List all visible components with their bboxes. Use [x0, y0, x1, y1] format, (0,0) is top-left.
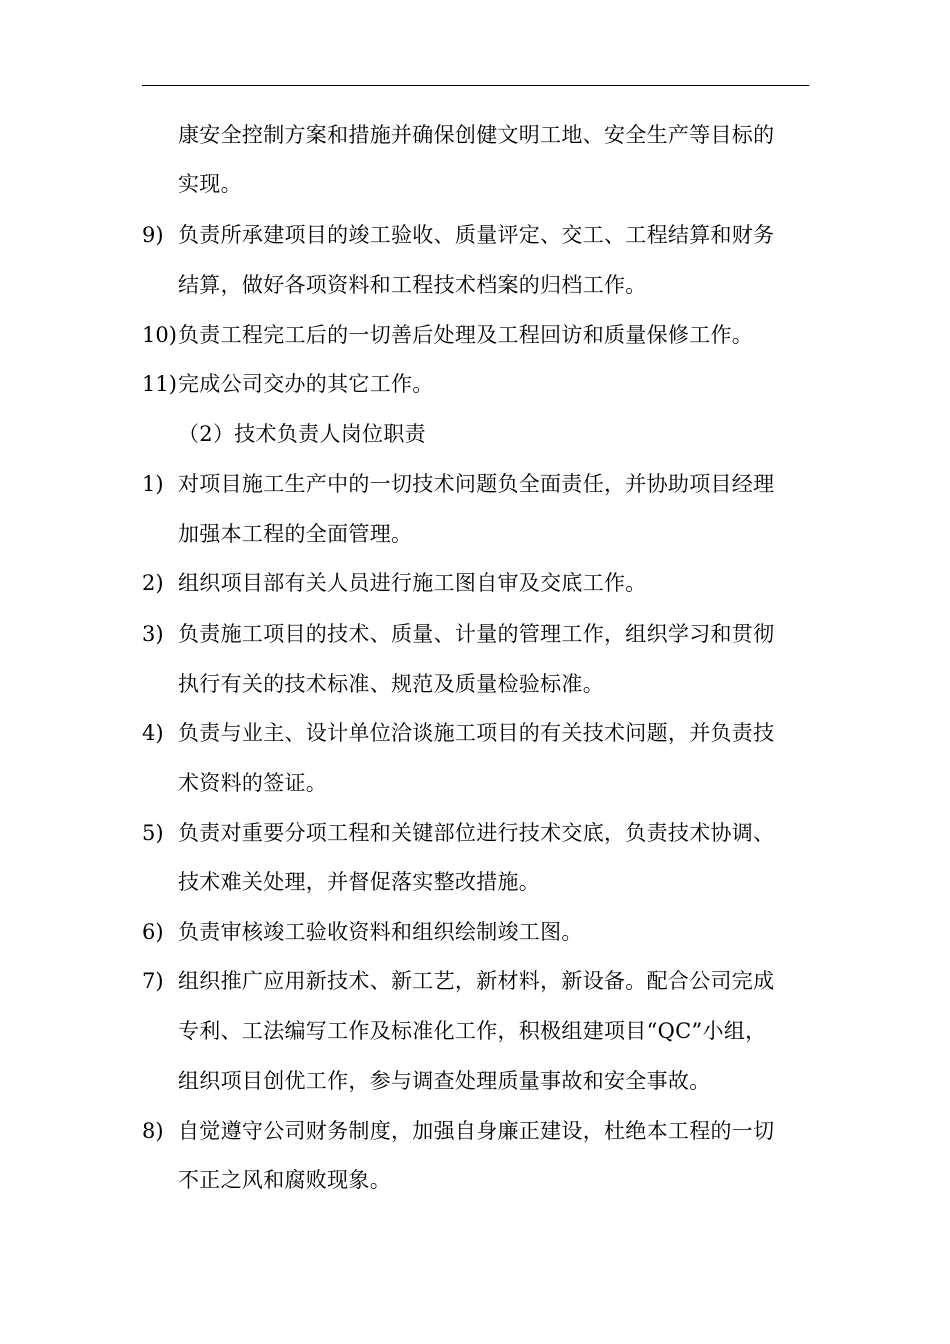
- line-text: 负责与业主、设计单位洽谈施工项目的有关技术问题，并负责技: [178, 721, 775, 745]
- header-rule: [142, 85, 809, 86]
- line-text: 负责所承建项目的竣工验收、质量评定、交工、工程结算和财务: [178, 223, 775, 247]
- section-heading-text: （2）技术负责人岗位职责: [178, 422, 426, 446]
- paragraph-line: [0, 164, 950, 204]
- list-number: 2): [142, 571, 164, 595]
- paragraph-line: [0, 514, 950, 554]
- line-text: 技术难关处理，并督促落实整改措施。: [178, 870, 541, 894]
- line-text: 负责对重要分项工程和关键部位进行技术交底，负责技术协调、: [178, 821, 775, 845]
- line-text: 康安全控制方案和措施并确保创健文明工地、安全生产等目标的: [178, 123, 775, 147]
- list-item: [0, 215, 950, 255]
- list-item: [0, 614, 950, 654]
- list-number: 6): [142, 920, 164, 944]
- paragraph-line: [0, 1160, 950, 1200]
- line-text: 自觉遵守公司财务制度，加强自身廉正建设，杜绝本工程的一切: [178, 1119, 775, 1143]
- line-text: 执行有关的技术标准、规范及质量检验标准。: [178, 672, 604, 696]
- list-number: 11): [142, 372, 177, 396]
- line-text: 负责审核竣工验收资料和组织绘制竣工图。: [178, 920, 583, 944]
- line-text: 组织项目部有关人员进行施工图自审及交底工作。: [178, 571, 647, 595]
- line-text: 组织推广应用新技术、新工艺，新材料，新设备。配合公司完成: [178, 969, 775, 993]
- list-number: 3): [142, 622, 164, 646]
- list-item: [0, 961, 950, 1001]
- list-number: 8): [142, 1119, 164, 1143]
- list-item: [0, 1111, 950, 1151]
- paragraph-line: [0, 1011, 950, 1051]
- list-item: [0, 563, 950, 603]
- list-number: 1): [142, 472, 164, 496]
- list-item: [0, 464, 950, 504]
- line-text: 结算，做好各项资料和工程技术档案的归档工作。: [178, 273, 647, 297]
- paragraph-line: [0, 1061, 950, 1101]
- line-text: 对项目施工生产中的一切技术问题负全面责任，并协助项目经理: [178, 472, 775, 496]
- list-item: [0, 713, 950, 753]
- list-number: 7): [142, 969, 164, 993]
- list-item: [0, 315, 950, 355]
- line-text: 负责施工项目的技术、质量、计量的管理工作，组织学习和贯彻: [178, 622, 775, 646]
- line-text: 负责工程完工后的一切善后处理及工程回访和质量保修工作。: [178, 323, 754, 347]
- list-number: 4): [142, 721, 164, 745]
- paragraph-line: [0, 763, 950, 803]
- section-heading: [0, 414, 950, 454]
- paragraph-line: [0, 115, 950, 155]
- line-text: 实现。: [178, 172, 242, 196]
- line-text: 组织项目创优工作，参与调查处理质量事故和安全事故。: [178, 1069, 711, 1093]
- list-item: [0, 364, 950, 404]
- paragraph-line: [0, 664, 950, 704]
- line-text: 术资料的签证。: [178, 771, 328, 795]
- line-text: 完成公司交办的其它工作。: [178, 372, 434, 396]
- line-text: 加强本工程的全面管理。: [178, 522, 413, 546]
- list-number: 5): [142, 821, 164, 845]
- line-text: 不正之风和腐败现象。: [178, 1168, 391, 1192]
- list-number: 9): [142, 223, 164, 247]
- list-item: [0, 912, 950, 952]
- paragraph-line: [0, 862, 950, 902]
- list-item: [0, 813, 950, 853]
- line-text: 专利、工法编写工作及标准化工作，积极组建项目“QC”小组，: [178, 1019, 767, 1043]
- paragraph-line: [0, 265, 950, 305]
- list-number: 10): [142, 323, 177, 347]
